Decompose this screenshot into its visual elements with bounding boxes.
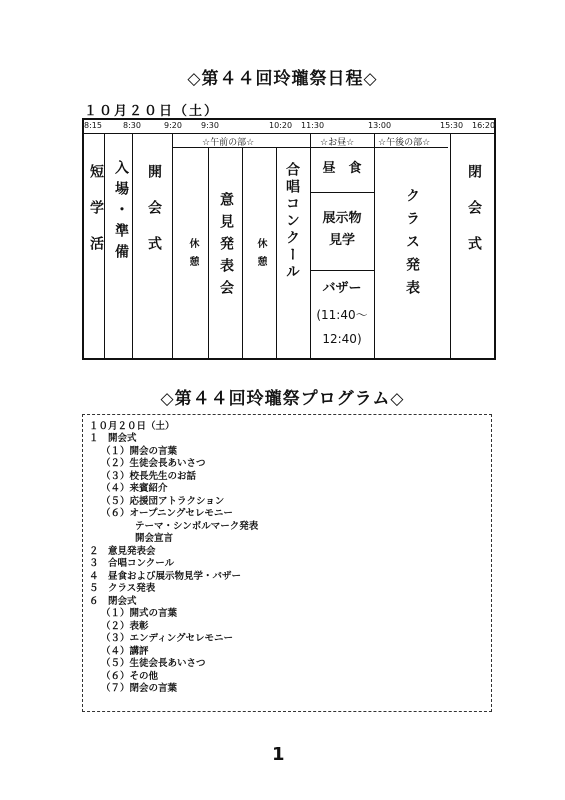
opening-ceremony-cell: 開会式	[146, 164, 162, 272]
bazaar-cell-line2: (11:40〜	[316, 308, 368, 322]
time-mark: 16:20	[472, 121, 496, 130]
page-number: 1	[272, 744, 285, 765]
short-homeroom-cell: 短学活	[88, 164, 104, 272]
program-item: ６ 閉会式	[89, 596, 137, 607]
program-subitem: （３）エンディングセレモニー	[101, 633, 234, 644]
program-subitem: 開会宣言	[135, 533, 174, 544]
time-mark: 9:20	[164, 121, 182, 130]
program-subitem: （５）生徒会長あいさつ	[101, 658, 206, 669]
time-mark: 10:20	[269, 121, 293, 130]
program-subitem: （３）校長先生のお話	[101, 471, 197, 482]
program-item: ２ 意見発表会	[89, 546, 156, 557]
program-item: １ 開会式	[89, 433, 137, 444]
schedule-table	[82, 118, 496, 360]
time-mark: 9:30	[201, 121, 219, 130]
time-mark: 8:30	[123, 121, 141, 130]
break-cell: 休憩	[255, 238, 266, 274]
program-subitem: （１）開会の言葉	[101, 446, 178, 457]
class-presentation-cell: クラス発表	[404, 188, 420, 303]
program-date: １０月２０日（土）	[89, 421, 175, 432]
program-subitem: （５）応援団アトラクション	[101, 496, 225, 507]
program-subitem: （２）生徒会長あいさつ	[101, 458, 206, 469]
program-subitem: （６）その他	[101, 671, 159, 682]
time-mark: 11:30	[301, 121, 325, 130]
program-item: ４ 昼食および展示物見学・バザー	[89, 571, 242, 582]
exhibit-cell-line2: 見学	[328, 233, 355, 248]
afternoon-section-header: ☆午後の部☆	[378, 138, 431, 148]
program-subitem: （７）閉会の言葉	[101, 683, 178, 694]
schedule-date: １０月２０日（土）	[84, 104, 220, 119]
program-subitem: （６）オープニングセレモニー	[101, 508, 233, 519]
time-mark: 13:00	[368, 121, 392, 130]
program-box	[82, 414, 492, 712]
lunch-cell: 昼 食	[322, 161, 362, 176]
schedule-title: ◇第４４回玲瓏祭日程◇	[187, 69, 378, 89]
chorus-contest-cell: 合唱コンクール	[284, 162, 300, 281]
entry-prep-cell: 入場・準備	[113, 160, 129, 265]
program-item: ３ 合唱コンクール	[89, 558, 175, 569]
speech-contest-cell: 意見発表会	[218, 192, 234, 302]
morning-section-header: ☆午前の部☆	[202, 138, 255, 148]
time-mark: 15:30	[440, 121, 464, 130]
program-subitem: （２）表彰	[101, 621, 149, 632]
break-cell: 休憩	[187, 238, 198, 274]
bazaar-cell-line1: バザー	[322, 281, 362, 296]
closing-ceremony-cell: 閉会式	[466, 164, 482, 272]
program-subitem: （４）講評	[101, 646, 149, 657]
noon-section-header: ☆お昼☆	[320, 138, 355, 148]
program-title: ◇第４４回玲瓏祭プログラム◇	[160, 389, 405, 409]
program-subitem: （４）来賓紹介	[101, 483, 168, 494]
time-mark: 8:15	[84, 121, 102, 130]
program-item: ５ クラス発表	[89, 583, 156, 594]
bazaar-cell-line3: 12:40)	[322, 332, 362, 346]
program-subitem: （１）開式の言葉	[101, 608, 178, 619]
program-subitem: テーマ・シンボルマーク発表	[135, 521, 259, 532]
exhibit-cell-line1: 展示物	[322, 211, 362, 226]
